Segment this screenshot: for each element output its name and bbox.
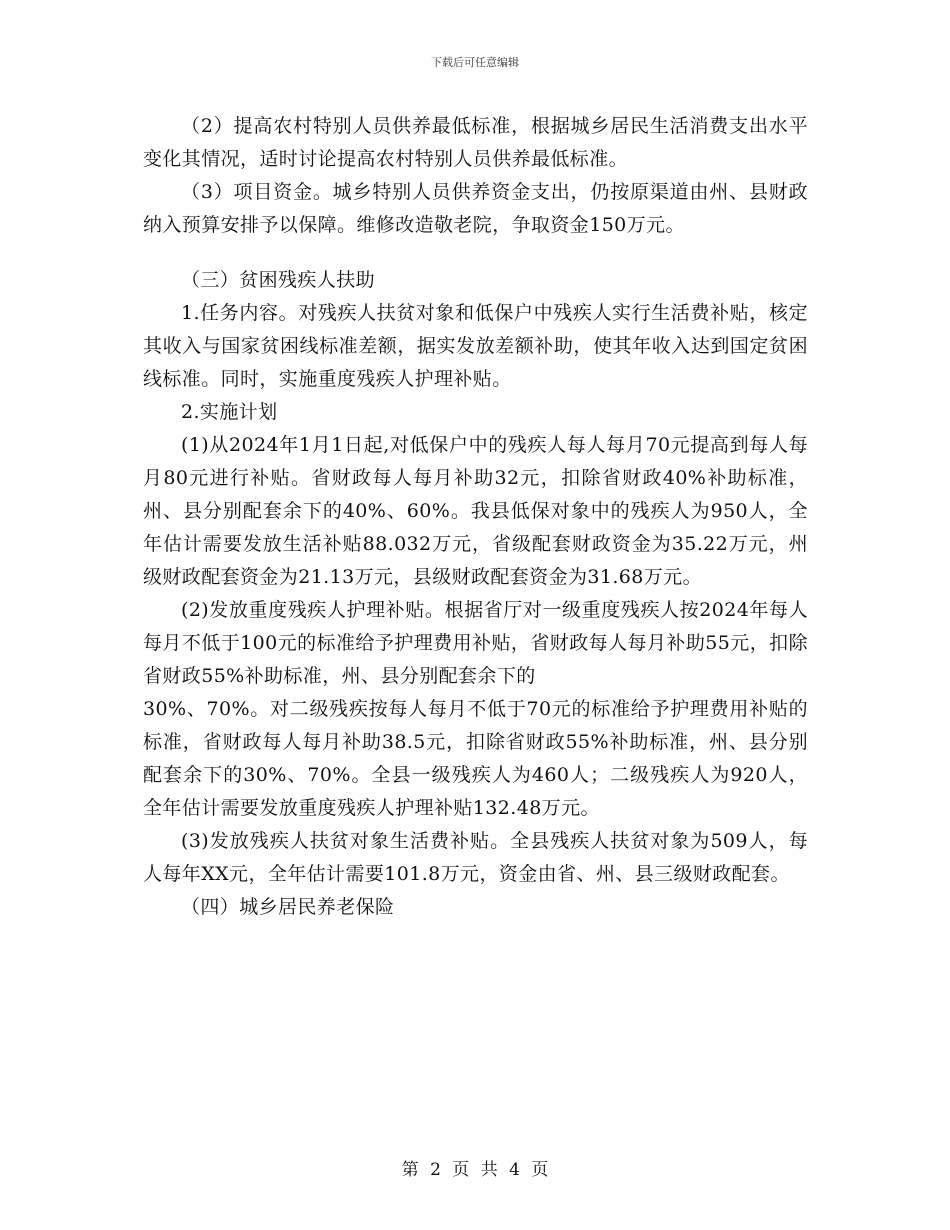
paragraph-plan-item-2-continued: 30%、70%。对二级残疾按每人每月不低于70元的标准给予护理费用补贴的标准，省财政每人每月补助38.5元，扣除省财政55%补助标准，州、县分别配套余下的30%、70%。全县一级残疾人为460人；二级残疾人为920人，全年估计需要发放重度残疾人护理补贴132.48万元。 — [143, 698, 808, 819]
paragraph-plan-item-2: (2)发放重度残疾人护理补贴。根据省厅对一级重度残疾人按2024年每人每月不低于100元的标准给予护理费用补贴，省财政每人每月补助55元，扣除省财政55%补助标准，州、县分别配套余下的 — [143, 599, 808, 687]
paragraph-implementation-plan: 2.实施计划 — [181, 401, 278, 423]
paragraph-raise-rural-standard: （2）提高农村特别人员供养最低标准，根据城乡居民生活消费支出水平变化其情况，适时讨论提高农村特别人员供养最低标准。 — [143, 115, 808, 170]
paragraph-task-content: 1.任务内容。对残疾人扶贫对象和低保户中残疾人实行生活费补贴，核定其收入与国家贫困线标准差额，据实发放差额补助，使其年收入达到国定贫困线标准。同时，实施重度残疾人护理补贴。 — [143, 302, 808, 390]
document-body — [143, 110, 808, 924]
section-heading-disabled-aid: （三）贫困残疾人扶助 — [181, 269, 376, 291]
paragraph-plan-item-1: (1)从2024年1月1日起,对低保户中的残疾人每人每月70元提高到每人每月80元进行补贴。省财政每人每月补助32元，扣除省财政40%补助标准，州、县分别配套余下的40%、60%。我县低保对象中的残疾人为950人，全年估计需要发放生活补贴88.032万元，省级配套财政资金为35.22万元，州级财政配套资金为21.13万元，县级财政配套资金为31.68万元。 — [143, 434, 808, 588]
paragraph-project-funds: （3）项目资金。城乡特别人员供养资金支出，仍按原渠道由州、县财政纳入预算安排予以保障。维修改造敬老院，争取资金150万元。 — [143, 181, 808, 236]
section-gap — [143, 242, 808, 264]
page-header: 下载后可任意编辑 — [431, 56, 519, 69]
section-heading-pension: （四）城乡居民养老保险 — [181, 896, 395, 918]
paragraph-plan-item-3: (3)发放残疾人扶贫对象生活费补贴。全县残疾人扶贫对象为509人，每人每年XX元，全年估计需要101.8万元，资金由省、州、县三级财政配套。 — [143, 830, 808, 885]
page-number-footer: 第 2 页 共 4 页 — [401, 1160, 549, 1180]
